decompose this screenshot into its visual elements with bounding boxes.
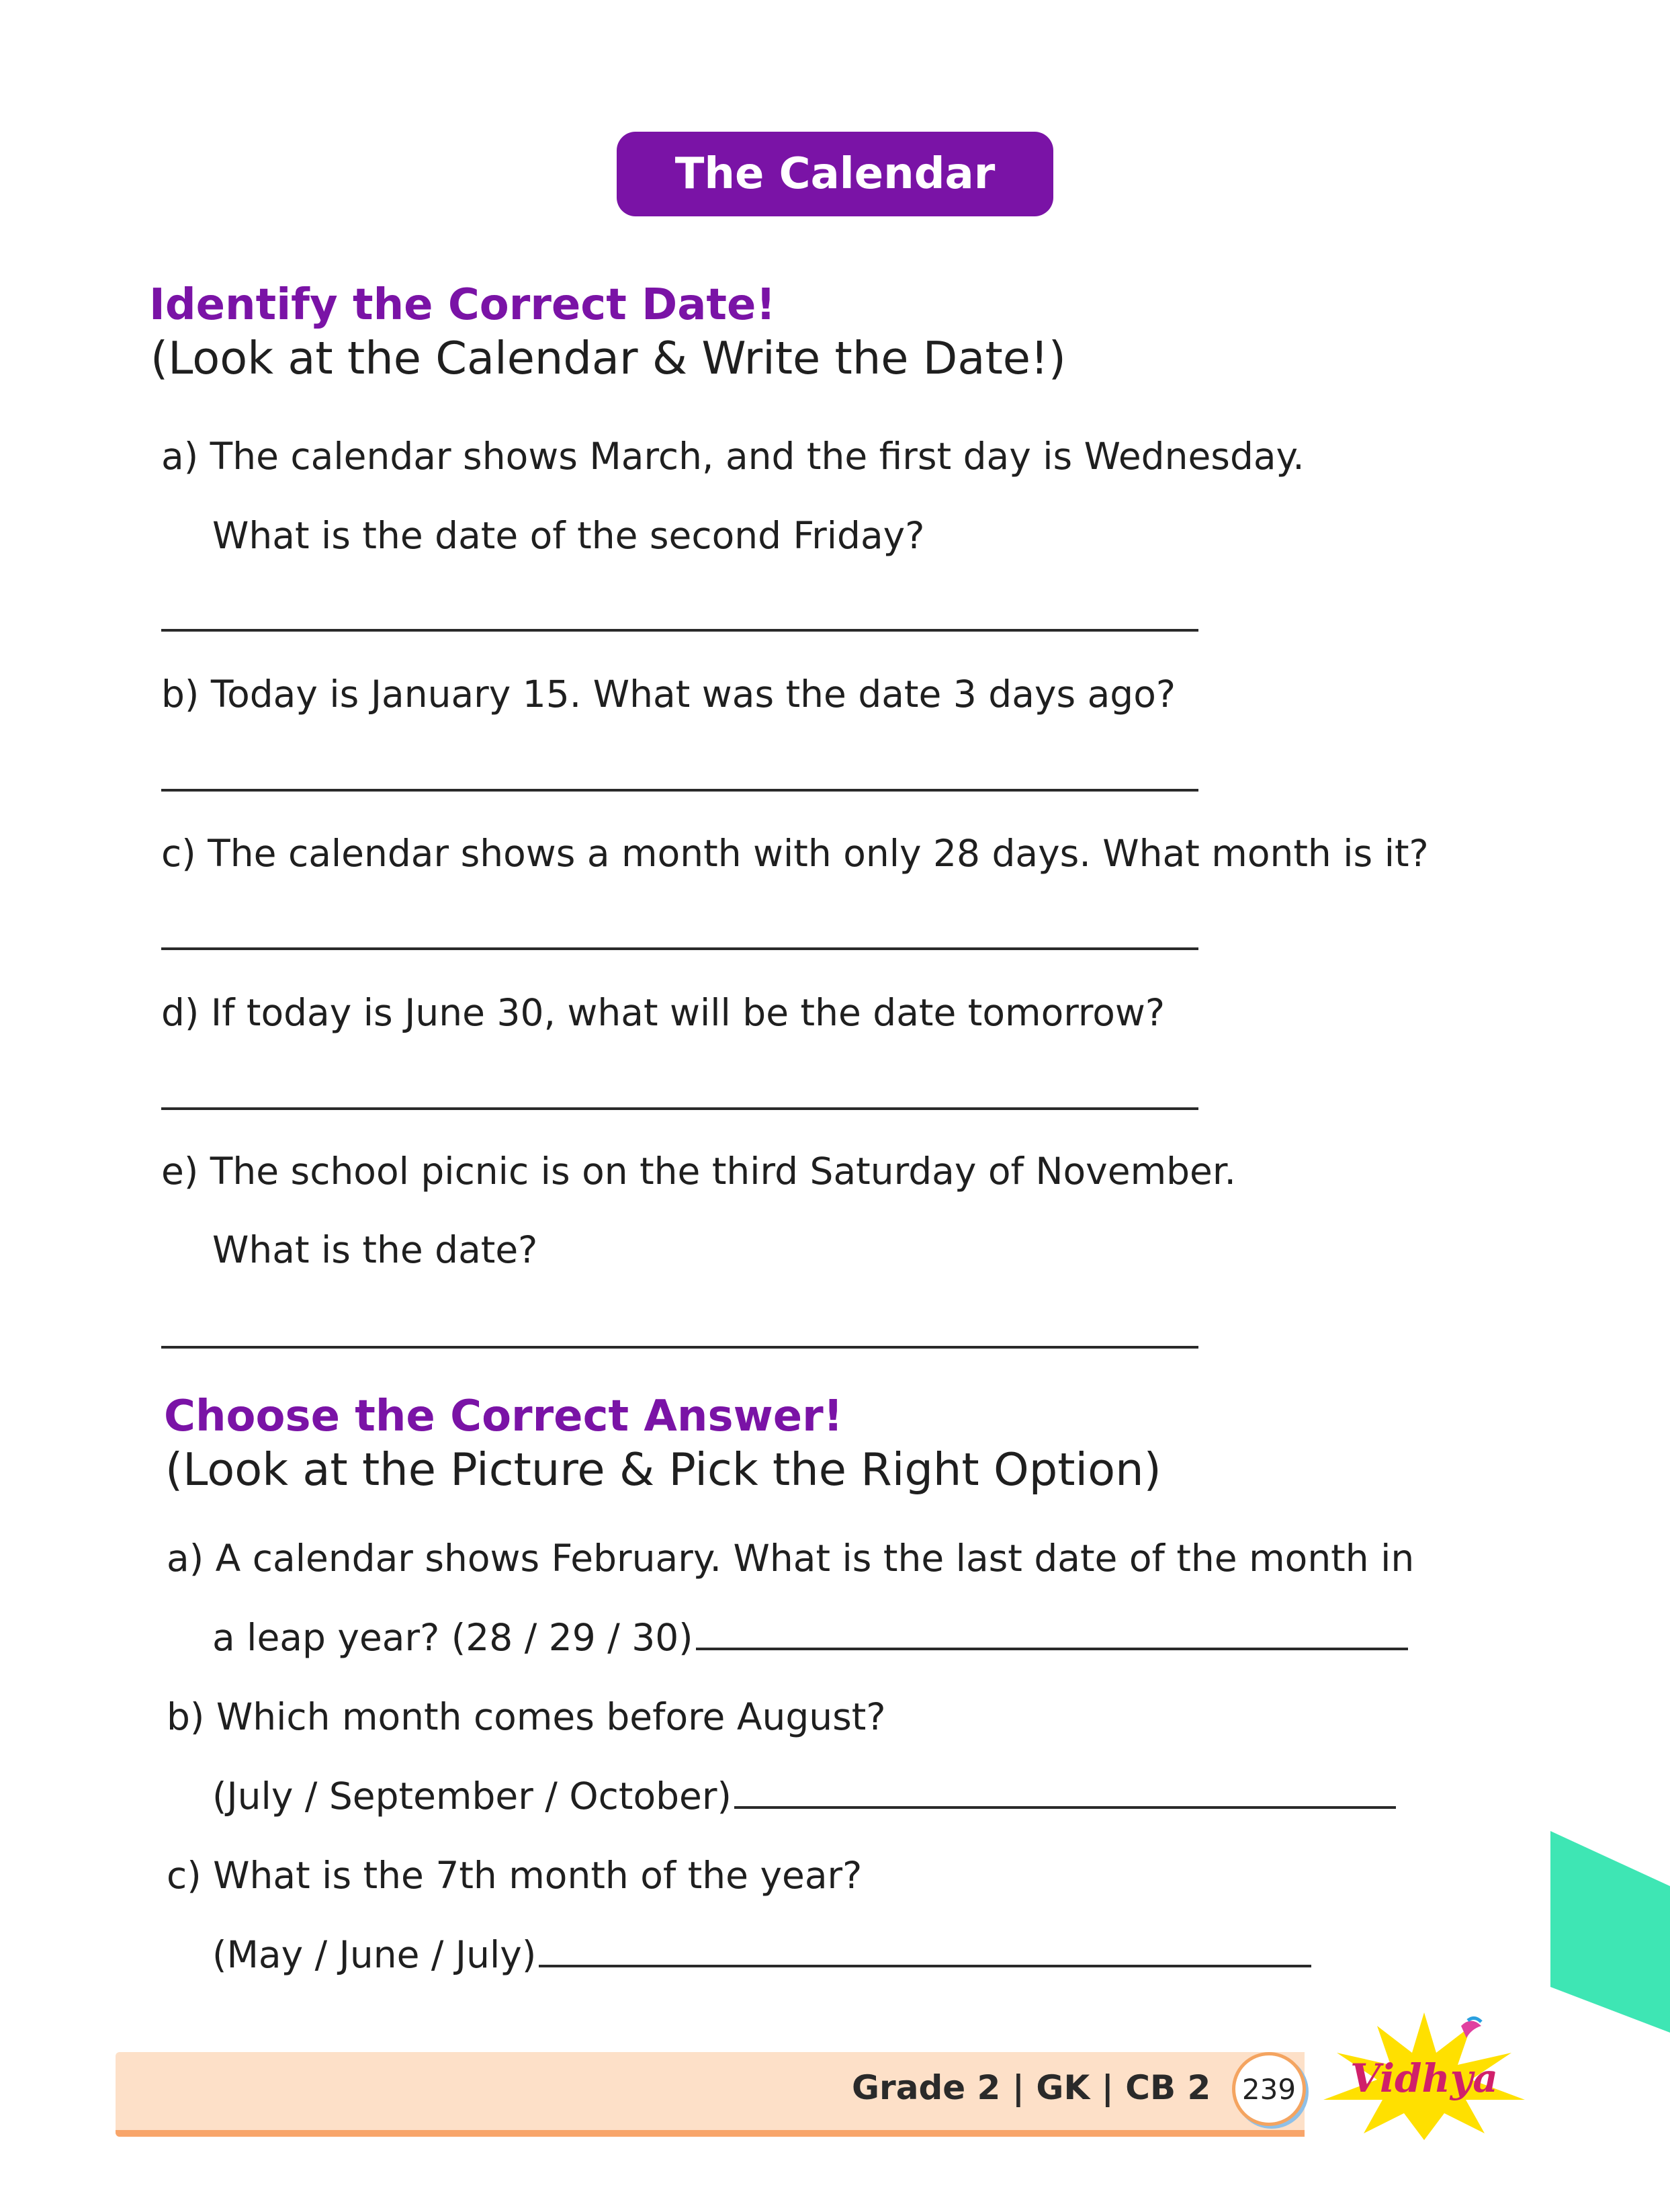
s1-question-e-line1: e) The school picnic is on the third Saturday of November.: [161, 1150, 1236, 1193]
section1-heading: Identify the Correct Date!: [149, 280, 776, 330]
s1-answer-line-d[interactable]: [161, 1107, 1198, 1110]
s2-question-a-options: a leap year? (28 / 29 / 30): [212, 1616, 693, 1659]
section2-subheading: (Look at the Picture & Pick the Right Option): [165, 1443, 1161, 1496]
s1-question-a-line1: a) The calendar shows March, and the first day is Wednesday.: [161, 435, 1305, 478]
s2-question-a-line1: a) A calendar shows February. What is the last date of the month in: [167, 1537, 1415, 1580]
s2-question-c-options: (May / June / July): [212, 1933, 537, 1976]
s2-question-c-line2: [212, 1933, 1311, 1976]
s1-question-d: d) If today is June 30, what will be the date tomorrow?: [161, 991, 1166, 1034]
s2-answer-line-c[interactable]: [539, 1958, 1311, 1967]
s1-answer-line-a[interactable]: [161, 629, 1198, 632]
s1-answer-line-c[interactable]: [161, 947, 1198, 950]
page-number: 239: [1232, 2052, 1306, 2126]
footer-grade-label: Grade 2 | GK | CB 2: [852, 2068, 1211, 2107]
s2-question-c-line1: c) What is the 7th month of the year?: [167, 1854, 863, 1897]
section1-subheading: (Look at the Calendar & Write the Date!): [150, 332, 1066, 384]
s2-question-b-options: (July / September / October): [212, 1775, 732, 1818]
s1-question-c: c) The calendar shows a month with only 28 days. What month is it?: [161, 832, 1429, 875]
s1-question-e-line2: What is the date?: [212, 1228, 538, 1271]
section2-heading: Choose the Correct Answer!: [164, 1392, 843, 1441]
s2-question-a-line2: [212, 1616, 1408, 1659]
s2-question-b-line1: b) Which month comes before August?: [167, 1695, 886, 1738]
s2-question-b-line2: [212, 1775, 1396, 1818]
s2-answer-line-b[interactable]: [734, 1799, 1396, 1809]
s1-answer-line-b[interactable]: [161, 789, 1198, 792]
s2-answer-line-a[interactable]: [696, 1641, 1408, 1650]
page-title: The Calendar: [617, 132, 1053, 216]
green-tab-decoration: [1545, 1831, 1670, 2033]
s1-question-a-line2: What is the date of the second Friday?: [212, 514, 925, 557]
logo-text: Vidhya: [1350, 2055, 1499, 2101]
s1-question-b: b) Today is January 15. What was the date 3 days ago?: [161, 673, 1176, 716]
vidhya-logo-icon: [1310, 2006, 1538, 2140]
s1-answer-line-e[interactable]: [161, 1346, 1198, 1349]
